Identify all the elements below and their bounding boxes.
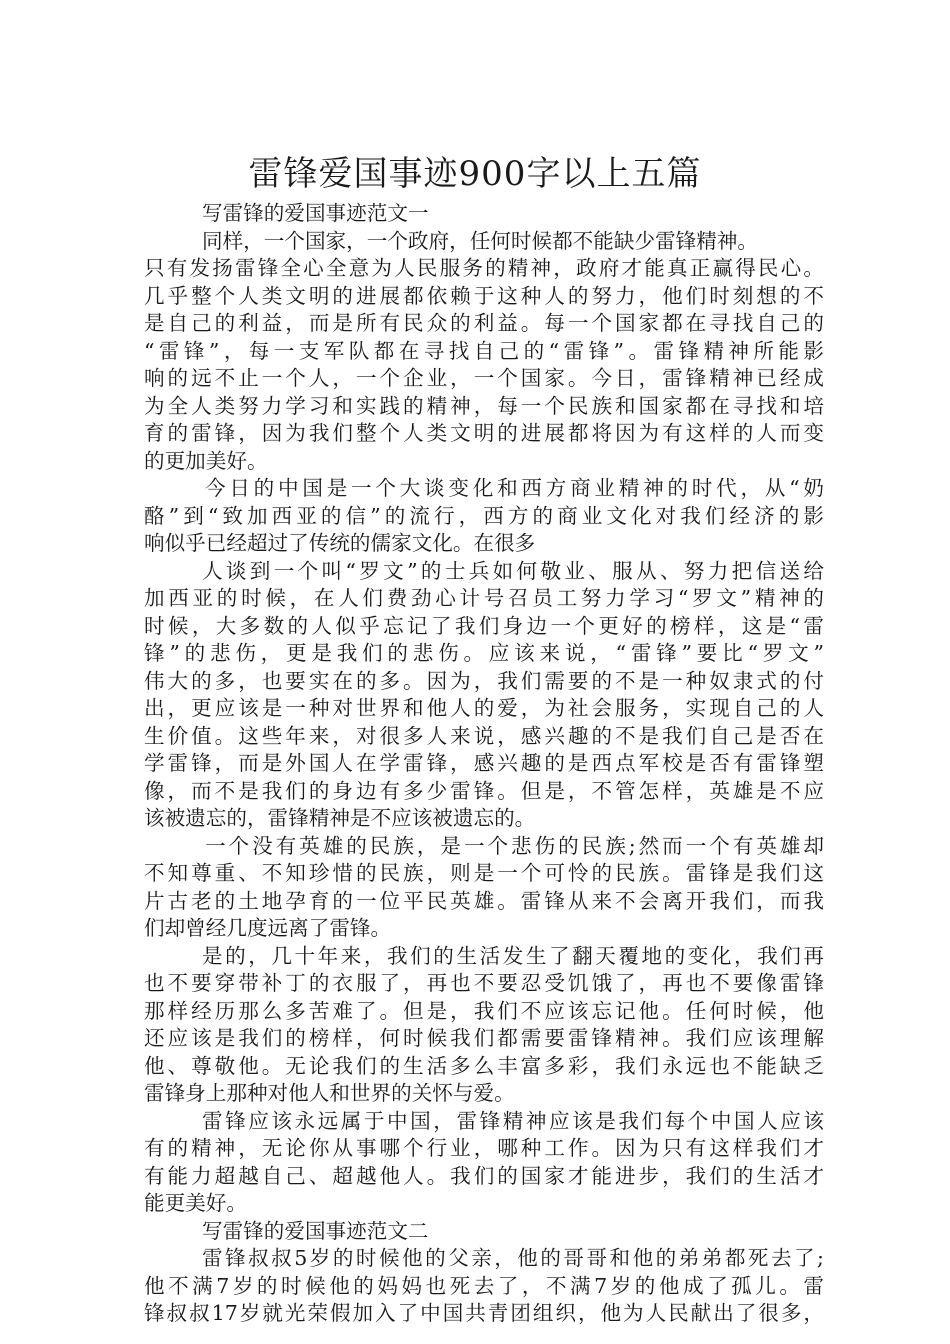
paragraph-line: 能更美好。 — [144, 1191, 247, 1215]
paragraph-line: 响似乎已经超过了传统的儒家文化。在很多 — [144, 531, 536, 555]
paragraph-line: 同样，一个国家，一个政府，任何时候都不能缺少雷锋精神。 — [202, 228, 759, 253]
document-body — [144, 200, 824, 1328]
paragraph-line: 有的精神，无论你从事哪个行业，哪种工作。因为只有这样我们才 — [144, 1136, 824, 1160]
paragraph-line: 的更加美好。 — [144, 448, 268, 473]
paragraph-line: 育的雷锋，因为我们整个人类文明的进展都将因为有这样的人而变 — [144, 421, 824, 445]
paragraph-line: 只有发扬雷锋全心全意为人民服务的精神，政府才能真正赢得民心。 — [144, 256, 824, 280]
paragraph-line: 出，更应该是一种对世界和他人的爱，为社会服务，实现自己的人 — [144, 696, 824, 720]
paragraph-line: 加西亚的时候，在人们费劲心计号召员工努力学习“罗文”精神的 — [144, 586, 824, 610]
paragraph-line: 雷锋叔叔5岁的时候他的父亲，他的哥哥和他的弟弟都死去了; — [202, 1246, 824, 1270]
paragraph-line: 今日的中国是一个大谈变化和西方商业精神的时代，从“奶 — [205, 476, 824, 500]
paragraph-line: 是自己的利益，而是所有民众的利益。每一个国家都在寻找自己的 — [144, 311, 824, 335]
paragraph-line: 一个没有英雄的民族，是一个悲伤的民族;然而一个有英雄却 — [205, 833, 824, 858]
paragraph-line: 几乎整个人类文明的进展都依赖于这种人的努力，他们时刻想的不 — [144, 283, 824, 308]
paragraph-line: 是的，几十年来，我们的生活发生了翻天覆地的变化，我们再 — [202, 943, 824, 968]
paragraph-line: 酪”到“致加西亚的信”的流行，西方的商业文化对我们经济的影 — [144, 503, 824, 528]
paragraph-line: 不知尊重、不知珍惜的民族，则是一个可怜的民族。雷锋是我们这 — [144, 861, 824, 885]
paragraph-line: 为全人类努力学习和实践的精神，每一个民族和国家都在寻找和培 — [144, 393, 824, 418]
paragraph-line: “雷锋”，每一支军队都在寻找自己的“雷锋”。雷锋精神所能影 — [144, 338, 824, 363]
paragraph-line: 响的远不止一个人，一个企业，一个国家。今日，雷锋精神已经成 — [144, 366, 824, 390]
paragraph-line: 雷锋应该永远属于中国，雷锋精神应该是我们每个中国人应该 — [202, 1108, 824, 1133]
paragraph-line: 有能力超越自己、超越他人。我们的国家才能进步，我们的生活才 — [144, 1163, 824, 1188]
section-heading-2: 写雷锋的爱国事迹范文二 — [202, 1218, 429, 1243]
paragraph-line: 们却曾经几度远离了雷锋。 — [144, 916, 392, 940]
paragraph-line: 他不满7岁的时候他的妈妈也死去了，不满7岁的他成了孤儿。雷 — [144, 1273, 824, 1298]
paragraph-line: 人谈到一个叫“罗文”的士兵如何敬业、服从、努力把信送给 — [202, 558, 824, 583]
paragraph-line: 伟大的多，也要实在的多。因为，我们需要的不是一种奴隶式的付 — [144, 668, 824, 693]
paragraph-line: 锋”的悲伤，更是我们的悲伤。应该来说，“雷锋”要比“罗文” — [144, 641, 824, 665]
document-title: 雷锋爱国事迹900字以上五篇 — [248, 153, 702, 194]
paragraph-line: 也不要穿带补丁的衣服了，再也不要忍受饥饿了，再也不要像雷锋 — [144, 971, 824, 995]
paragraph-line: 雷锋身上那种对他人和世界的关怀与爱。 — [144, 1081, 515, 1105]
paragraph-line: 锋叔叔17岁就光荣假加入了中国共青团组织，他为人民献出了很多， — [144, 1301, 824, 1325]
section-heading-1: 写雷锋的爱国事迹范文一 — [202, 201, 429, 225]
paragraph-line: 那样经历那么多苦难了。但是，我们不应该忘记他。任何时候，他 — [144, 998, 824, 1023]
paragraph-line: 该被遗忘的，雷锋精神是不应该被遗忘的。 — [144, 806, 536, 830]
paragraph-line: 时候，大多数的人似乎忘记了我们身边一个更好的榜样，这是“雷 — [144, 613, 824, 638]
paragraph-line: 还应该是我们的榜样，何时候我们都需要雷锋精神。我们应该理解 — [144, 1026, 824, 1050]
paragraph-line: 他、尊敬他。无论我们的生活多么丰富多彩，我们永远也不能缺乏 — [144, 1053, 824, 1078]
paragraph-line: 学雷锋，而是外国人在学雷锋，感兴趣的是西点军校是否有雷锋塑 — [144, 751, 824, 775]
paragraph-line: 生价值。这些年来，对很多人来说，感兴趣的不是我们自己是否在 — [144, 723, 824, 748]
paragraph-line: 片古老的土地孕育的一位平民英雄。雷锋从来不会离开我们，而我 — [144, 888, 824, 913]
paragraph-line: 像，而不是我们的身边有多少雷锋。但是，不管怎样，英雄是不应 — [144, 778, 824, 803]
